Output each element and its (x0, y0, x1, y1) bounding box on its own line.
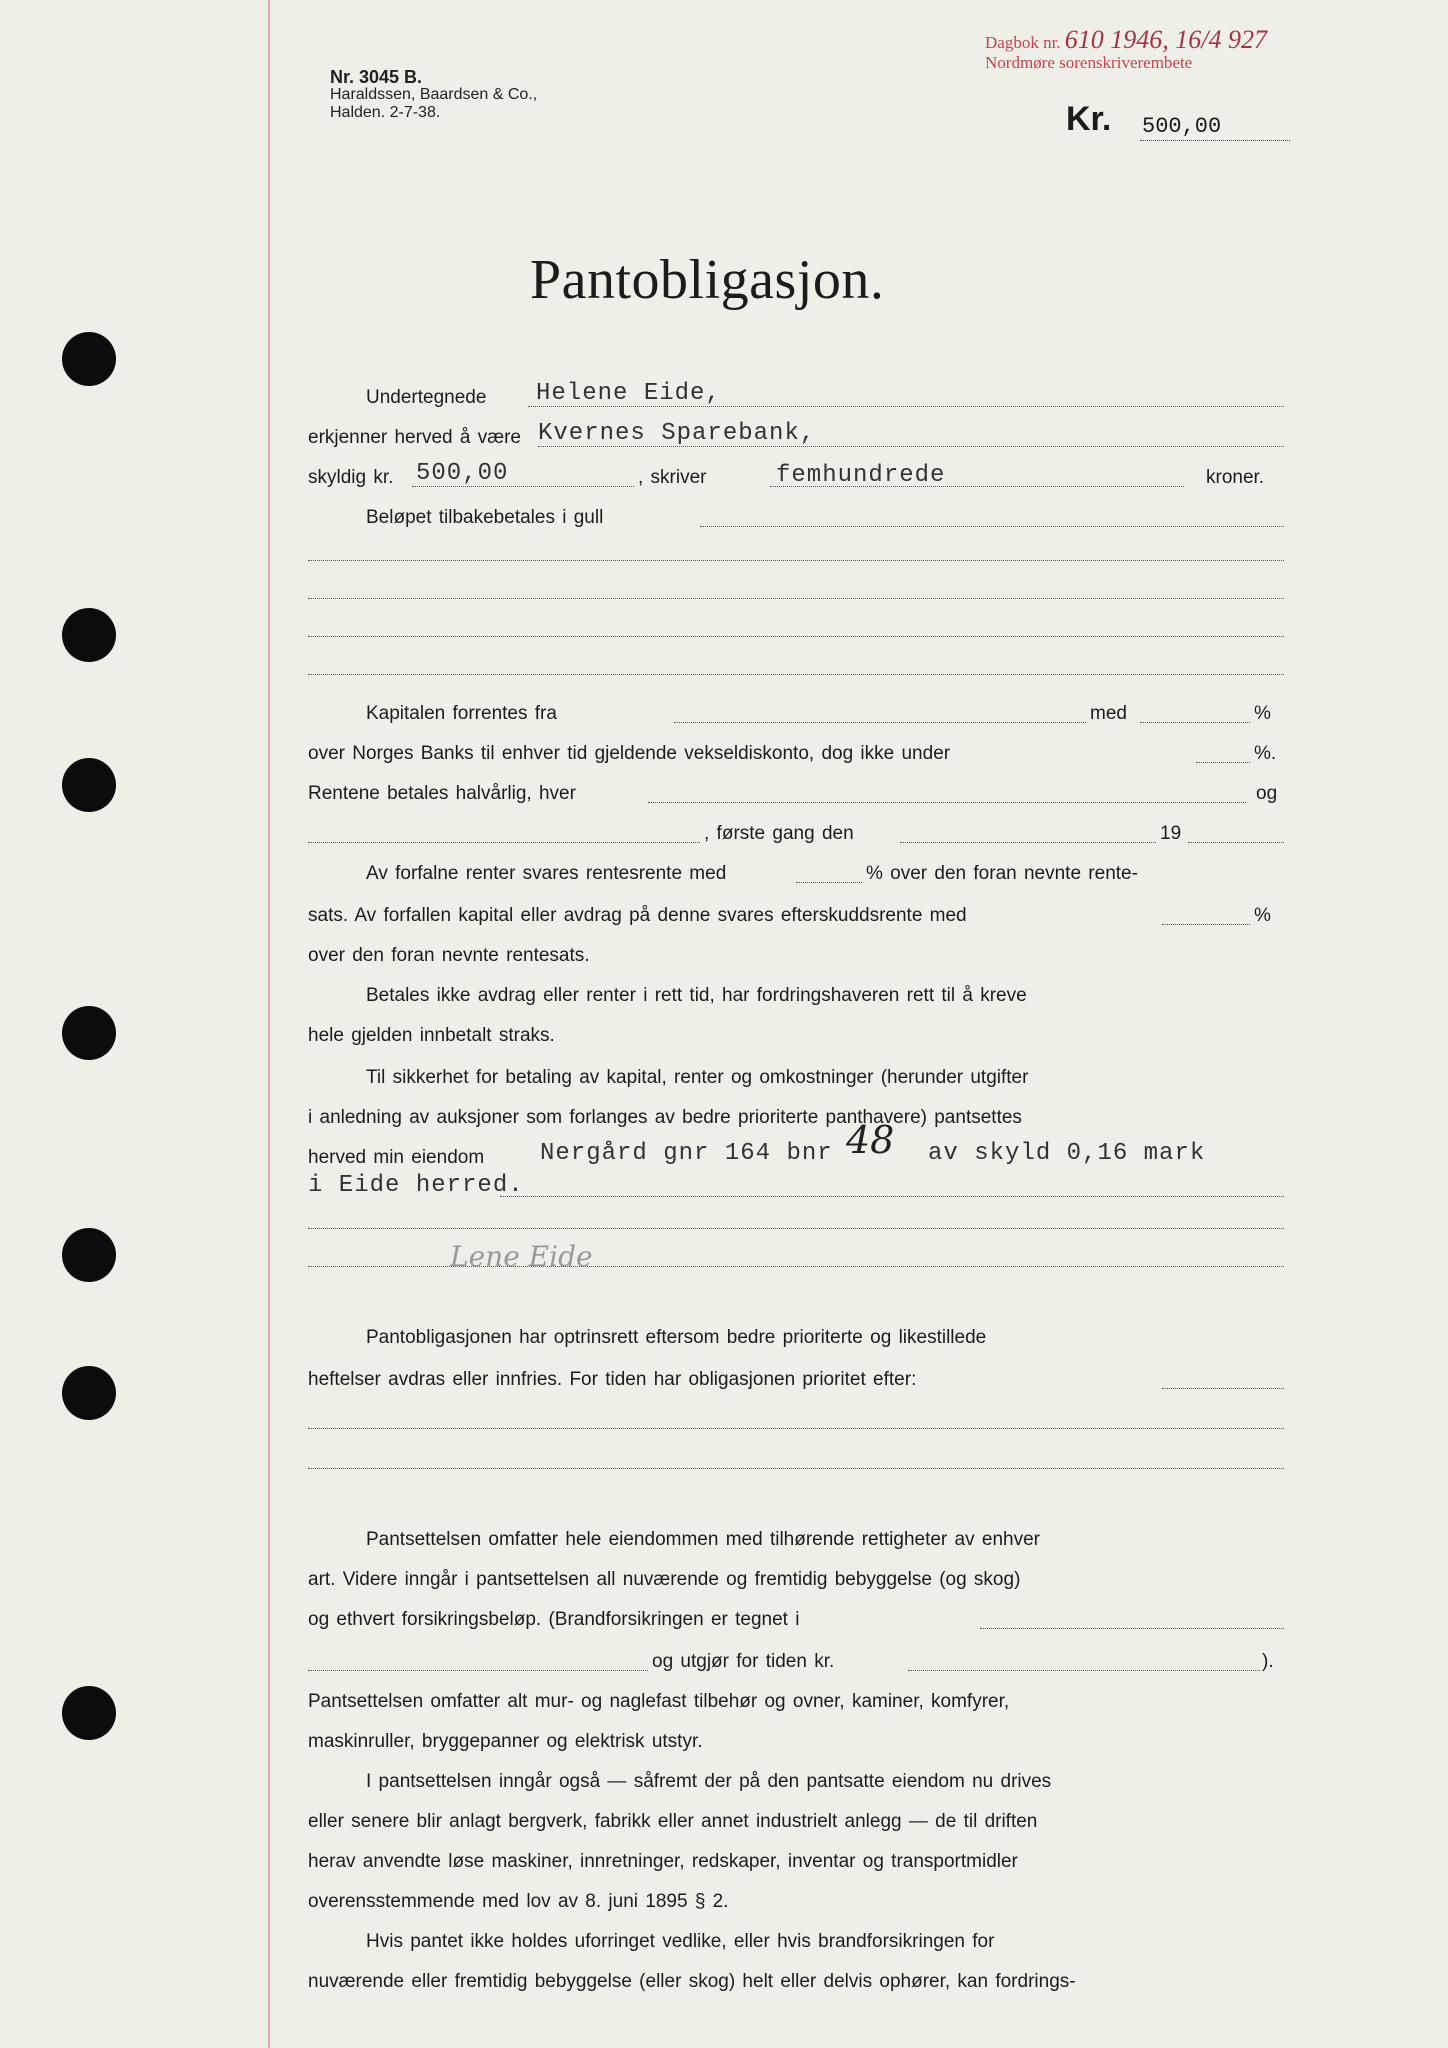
semiannual-label: Rentene betales halvårlig, hver (308, 783, 576, 804)
fill-line (1196, 762, 1250, 763)
margin-rule (268, 0, 270, 2048)
fill-line (308, 674, 1284, 675)
owe-value: 500,00 (416, 460, 509, 487)
property-municipality: i Eide herred. (308, 1172, 524, 1199)
fill-line (308, 1266, 1284, 1267)
binder-hole (62, 1006, 116, 1060)
late-interest-clause: sats. Av forfallen kapital eller avdrag på denne svares efterskuddsrente med (308, 905, 967, 926)
body-text: art. Videre inngår i pantsettelsen all nuværende og fremtidig bebyggelse (og skog) (308, 1569, 1021, 1590)
binder-hole (62, 332, 116, 386)
fill-line (308, 636, 1284, 637)
property-value: Nergård gnr 164 bnr (540, 1140, 833, 1167)
body-text: Betales ikke avdrag eller renter i rett tid, har fordringshaveren rett til å kreve (366, 985, 1027, 1006)
form-number: Nr. 3045 B. (330, 67, 423, 87)
fill-line (308, 598, 1284, 599)
body-text: Pantsettelsen omfatter alt mur- og naglefast tilbehør og ovner, kaminer, komfyrer, (308, 1691, 1010, 1712)
body-text: maskinruller, bryggepanner og elektrisk utstyr. (308, 1731, 703, 1752)
body-text: eller senere blir anlagt bergverk, fabrikk eller annet industrielt anlegg — de til driften (308, 1811, 1038, 1832)
kroner-label: kroner. (1206, 467, 1265, 488)
fill-line (500, 1196, 1284, 1197)
fill-line (900, 842, 1156, 843)
fill-line (308, 1670, 648, 1671)
body-text: over den foran nevnte rentesats. (308, 945, 590, 966)
fill-line (308, 1428, 1284, 1429)
property-value-cont: av skyld 0,16 mark (928, 1140, 1206, 1167)
fill-line (308, 560, 1284, 561)
stamp-handwritten-number: 610 1946, 16/4 927 (1064, 25, 1268, 54)
fill-line (1162, 924, 1250, 925)
property-handwritten-number: 48 (846, 1118, 895, 1162)
amount-underline (1140, 140, 1290, 141)
undersigned-label: Undertegnede (366, 387, 487, 408)
writes-label: , skriver (638, 467, 707, 488)
fill-line (674, 722, 1086, 723)
interest-from-label: Kapitalen forrentes fra (366, 703, 557, 724)
writes-value: femhundrede (776, 462, 946, 489)
body-text: I pantsettelsen inngår også — såfremt der på den pantsatte eiendom nu drives (366, 1771, 1052, 1792)
document-title: Pantobligasjon. (530, 249, 885, 311)
creditor-value: Kvernes Sparebank, (538, 420, 816, 447)
undersigned-value: Helene Eide, (536, 380, 721, 407)
closing-paren: ). (1262, 1651, 1274, 1672)
binder-hole (62, 1686, 116, 1740)
fill-line (1140, 722, 1250, 723)
fill-line (908, 1670, 1260, 1671)
fill-line (308, 1468, 1284, 1469)
compound-interest-tail: % over den foran nevnte rente- (866, 863, 1138, 884)
body-text: Til sikkerhet for betaling av kapital, renter og omkostninger (herunder utgifter (366, 1067, 1029, 1088)
binder-hole (62, 1228, 116, 1282)
percent-sign: % (1254, 905, 1271, 926)
percent-sign: % (1254, 703, 1271, 724)
body-text: Hvis pantet ikke holdes uforringet vedlike, eller hvis brandforsikringen for (366, 1931, 995, 1952)
fill-line (700, 526, 1284, 527)
fill-line (412, 486, 634, 487)
body-text: Pantsettelsen omfatter hele eiendommen med tilhørende rettigheter av enhver (366, 1529, 1040, 1550)
body-text: nuværende eller fremtidig bebyggelse (eller skog) helt eller delvis ophører, kan fordrings- (308, 1971, 1076, 1992)
and-label: og (1256, 783, 1278, 804)
binder-hole (62, 1366, 116, 1420)
printer-place: Halden. 2-7-38. (330, 104, 441, 121)
owe-label: skyldig kr. (308, 467, 394, 488)
stamp-office: Nordmøre sorenskriverembete (985, 53, 1193, 72)
fill-line (770, 486, 1184, 487)
printer-name: Haraldssen, Baardsen & Co., (330, 86, 538, 103)
stamp-journal-label: Dagbok nr. (985, 33, 1061, 52)
fill-line (528, 406, 1284, 407)
discount-clause: over Norges Banks til enhver tid gjeldende vekseldiskonto, dog ikke under (308, 743, 951, 764)
percent-sign: %. (1254, 743, 1277, 764)
form-identifier (330, 68, 537, 122)
fill-line (308, 1228, 1284, 1229)
fill-line (980, 1628, 1284, 1629)
body-text: overensstemmende med lov av 8. juni 1895 § 2. (308, 1891, 729, 1912)
fill-line (796, 882, 862, 883)
body-text: og ethvert forsikringsbeløp. (Brandforsikringen er tegnet i (308, 1609, 800, 1630)
amount-value: 500,00 (1142, 114, 1222, 139)
body-text: Pantobligasjonen har optrinsrett eftersom bedre prioriterte og likestillede (366, 1327, 987, 1348)
gold-clause: Beløpet tilbakebetales i gull (366, 507, 604, 528)
body-text: herav anvendte løse maskiner, innretninger, redskaper, inventar og transportmidler (308, 1851, 1018, 1872)
faint-signature: Lene Eide (450, 1240, 593, 1273)
body-text: hele gjelden innbetalt straks. (308, 1025, 555, 1046)
compound-interest-label: Av forfalne renter svares rentesrente med (366, 863, 727, 884)
first-date-label: , første gang den (704, 823, 854, 844)
binder-hole (62, 608, 116, 662)
insurance-amount-label: og utgjør for tiden kr. (652, 1651, 835, 1672)
interest-with-label: med (1090, 703, 1127, 724)
fill-line (308, 842, 700, 843)
property-label: herved min eiendom (308, 1147, 485, 1168)
body-text: i anledning av auksjoner som forlanges av bedre prioriterte panthavere) pantsettes (308, 1107, 1022, 1128)
registry-stamp (985, 25, 1268, 73)
fill-line (648, 802, 1246, 803)
amount-label: Kr. (1066, 100, 1112, 138)
creditor-label: erkjenner herved å være (308, 427, 521, 448)
fill-line (1188, 842, 1284, 843)
binder-hole (62, 758, 116, 812)
fill-line (1162, 1388, 1284, 1389)
body-text: heftelser avdras eller innfries. For tiden har obligasjonen prioritet efter: (308, 1369, 917, 1390)
fill-line (538, 446, 1284, 447)
year-prefix: 19 (1160, 823, 1182, 844)
